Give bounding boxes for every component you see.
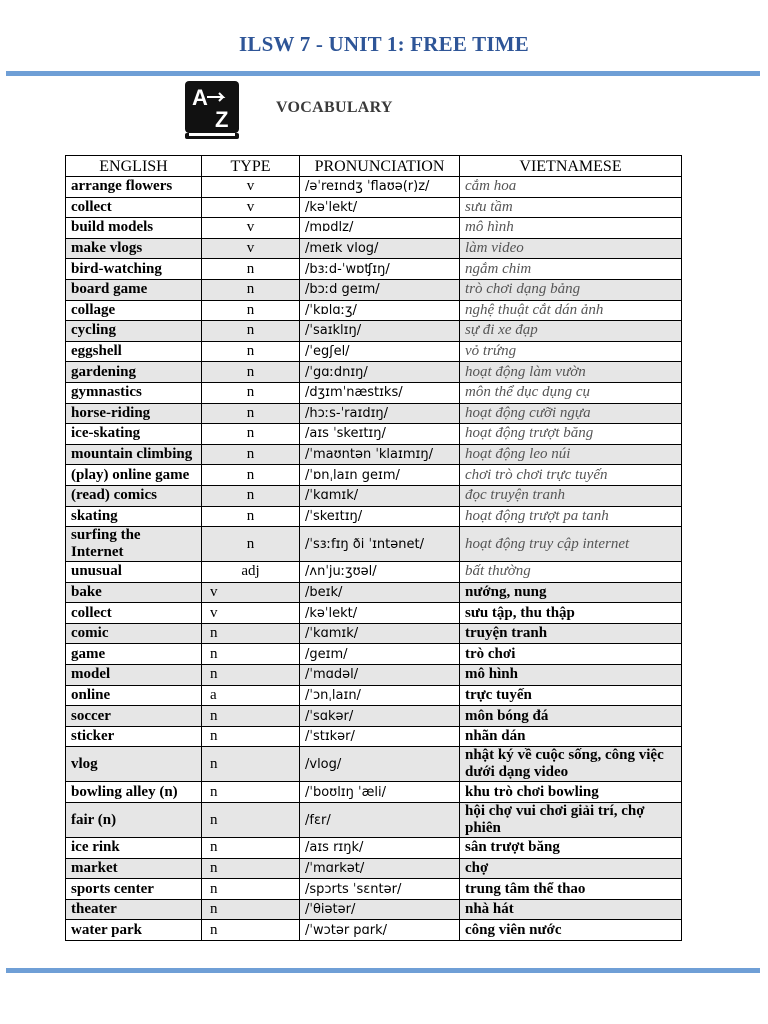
vietnamese-cell: trực tuyến — [460, 685, 682, 706]
column-header-type: TYPE — [202, 156, 300, 177]
type-cell: n — [202, 321, 300, 342]
pronunciation-cell: /bɔːd geɪm/ — [300, 279, 460, 300]
type-cell: v — [202, 582, 300, 603]
table-row — [66, 444, 682, 465]
pronunciation-cell: /ˈsɑkər/ — [300, 706, 460, 727]
english-cell: horse-riding — [66, 403, 202, 424]
table-row — [66, 506, 682, 527]
vietnamese-cell: sự đi xe đạp — [460, 321, 682, 342]
section-heading: VOCABULARY — [276, 99, 393, 116]
pronunciation-cell: /ˈɒnˌlaɪn geɪm/ — [300, 465, 460, 486]
english-cell: collage — [66, 300, 202, 321]
vietnamese-cell: hoạt động trượt pa tanh — [460, 506, 682, 527]
type-cell: n — [202, 403, 300, 424]
english-cell: ice rink — [66, 838, 202, 859]
pronunciation-cell: /beɪk/ — [300, 582, 460, 603]
pronunciation-cell: /ˈsɜːfɪŋ ði ˈɪntənet/ — [300, 527, 460, 562]
vietnamese-cell: nhãn dán — [460, 726, 682, 747]
english-cell: bowling alley (n) — [66, 782, 202, 803]
vietnamese-cell: bất thường — [460, 562, 682, 583]
type-cell: n — [202, 623, 300, 644]
pronunciation-cell: /ˈskeɪtɪŋ/ — [300, 506, 460, 527]
az-book-icon — [183, 79, 243, 141]
pronunciation-cell: /ˈboʊlɪŋ ˈæli/ — [300, 782, 460, 803]
pronunciation-cell: /fɛr/ — [300, 803, 460, 838]
english-cell: cycling — [66, 321, 202, 342]
english-cell: build models — [66, 218, 202, 239]
english-cell: surfing the Internet — [66, 527, 202, 562]
pronunciation-cell: /aɪs rɪŋk/ — [300, 838, 460, 859]
pronunciation-cell: /ˈegʃel/ — [300, 341, 460, 362]
pronunciation-cell: /aɪs ˈskeɪtɪŋ/ — [300, 424, 460, 445]
vietnamese-cell: hoạt động truy cập internet — [460, 527, 682, 562]
vietnamese-cell: hội chợ vui chơi giải trí, chợ phiên — [460, 803, 682, 838]
vietnamese-cell: hoạt động cưỡi ngựa — [460, 403, 682, 424]
english-cell: (play) online game — [66, 465, 202, 486]
table-row — [66, 485, 682, 506]
pronunciation-cell: /geɪm/ — [300, 644, 460, 665]
pronunciation-cell: /əˈreɪndʒ ˈflaʊə(r)z/ — [300, 177, 460, 198]
english-cell: comic — [66, 623, 202, 644]
english-cell: bird-watching — [66, 259, 202, 280]
table-row — [66, 623, 682, 644]
table-row — [66, 644, 682, 665]
pronunciation-cell: /spɔrts ˈsɛntər/ — [300, 879, 460, 900]
type-cell: n — [202, 259, 300, 280]
pronunciation-cell: /ˈkɒlɑːʒ/ — [300, 300, 460, 321]
vocabulary-table — [65, 155, 682, 941]
type-cell: n — [202, 899, 300, 920]
table-row — [66, 726, 682, 747]
pronunciation-cell: /meɪk vlog/ — [300, 238, 460, 259]
table-row — [66, 899, 682, 920]
table-row — [66, 218, 682, 239]
table-row — [66, 382, 682, 403]
type-cell: n — [202, 341, 300, 362]
logo-letter-a: A — [192, 85, 208, 110]
vietnamese-cell: sưu tập, thu thập — [460, 603, 682, 624]
english-cell: board game — [66, 279, 202, 300]
table-row — [66, 782, 682, 803]
vietnamese-cell: sưu tầm — [460, 197, 682, 218]
pronunciation-cell: /dʒɪmˈnæstɪks/ — [300, 382, 460, 403]
vietnamese-cell: môn bóng đá — [460, 706, 682, 727]
top-divider — [6, 71, 760, 76]
table-header-row — [66, 156, 682, 177]
pronunciation-cell: /ʌnˈjuːʒʊəl/ — [300, 562, 460, 583]
table-row — [66, 300, 682, 321]
type-cell: v — [202, 603, 300, 624]
table-row — [66, 803, 682, 838]
type-cell: n — [202, 665, 300, 686]
vietnamese-cell: chơi trò chơi trực tuyến — [460, 465, 682, 486]
english-cell: eggshell — [66, 341, 202, 362]
table-row — [66, 321, 682, 342]
table-row — [66, 403, 682, 424]
page-title: ILSW 7 - UNIT 1: FREE TIME — [239, 32, 529, 56]
vietnamese-cell: hoạt động làm vườn — [460, 362, 682, 383]
table-row — [66, 362, 682, 383]
table-row — [66, 838, 682, 859]
type-cell: n — [202, 747, 300, 782]
english-cell: online — [66, 685, 202, 706]
table-row — [66, 665, 682, 686]
english-cell: gymnastics — [66, 382, 202, 403]
type-cell: n — [202, 485, 300, 506]
english-cell: collect — [66, 603, 202, 624]
table-row — [66, 685, 682, 706]
type-cell: n — [202, 506, 300, 527]
pronunciation-cell: /ˈgɑːdnɪŋ/ — [300, 362, 460, 383]
table-row — [66, 879, 682, 900]
type-cell: n — [202, 444, 300, 465]
pronunciation-cell: /hɔːs-ˈraɪdɪŋ/ — [300, 403, 460, 424]
pronunciation-cell: /ˈmɑdəl/ — [300, 665, 460, 686]
pronunciation-cell: /kəˈlekt/ — [300, 197, 460, 218]
english-cell: collect — [66, 197, 202, 218]
table-row — [66, 527, 682, 562]
pronunciation-cell: /mɒdlz/ — [300, 218, 460, 239]
table-row — [66, 747, 682, 782]
type-cell: v — [202, 177, 300, 198]
vietnamese-cell: trung tâm thể thao — [460, 879, 682, 900]
english-cell: sticker — [66, 726, 202, 747]
column-header-english: ENGLISH — [66, 156, 202, 177]
pronunciation-cell: /ˈθiətər/ — [300, 899, 460, 920]
type-cell: v — [202, 197, 300, 218]
type-cell: n — [202, 879, 300, 900]
english-cell: soccer — [66, 706, 202, 727]
vietnamese-cell: mô hình — [460, 665, 682, 686]
vietnamese-cell: khu trò chơi bowling — [460, 782, 682, 803]
type-cell: v — [202, 238, 300, 259]
type-cell: n — [202, 527, 300, 562]
type-cell: n — [202, 838, 300, 859]
english-cell: water park — [66, 920, 202, 941]
column-header-pronunciation: PRONUNCIATION — [300, 156, 460, 177]
vietnamese-cell: đọc truyện tranh — [460, 485, 682, 506]
table-row — [66, 424, 682, 445]
english-cell: fair (n) — [66, 803, 202, 838]
table-row — [66, 259, 682, 280]
pronunciation-cell: /bɜːd-ˈwɒʧɪŋ/ — [300, 259, 460, 280]
type-cell: n — [202, 726, 300, 747]
vocabulary-table-body — [66, 177, 682, 941]
vietnamese-cell: hoạt động leo núi — [460, 444, 682, 465]
table-row — [66, 706, 682, 727]
vietnamese-cell: làm video — [460, 238, 682, 259]
type-cell: n — [202, 465, 300, 486]
english-cell: theater — [66, 899, 202, 920]
table-row — [66, 279, 682, 300]
table-row — [66, 920, 682, 941]
pronunciation-cell: /ˈkɑmɪk/ — [300, 623, 460, 644]
type-cell: n — [202, 858, 300, 879]
type-cell: n — [202, 362, 300, 383]
type-cell: a — [202, 685, 300, 706]
vietnamese-cell: công viên nước — [460, 920, 682, 941]
vietnamese-cell: môn thể dục dụng cụ — [460, 382, 682, 403]
vietnamese-cell: nhà hát — [460, 899, 682, 920]
english-cell: bake — [66, 582, 202, 603]
table-row — [66, 603, 682, 624]
vietnamese-cell: hoạt động trượt băng — [460, 424, 682, 445]
bottom-divider — [6, 968, 760, 973]
type-cell: n — [202, 279, 300, 300]
pronunciation-cell: /ˈɔnˌlaɪn/ — [300, 685, 460, 706]
vietnamese-cell: nướng, nung — [460, 582, 682, 603]
type-cell: n — [202, 782, 300, 803]
english-cell: sports center — [66, 879, 202, 900]
table-row — [66, 582, 682, 603]
english-cell: ice-skating — [66, 424, 202, 445]
type-cell: n — [202, 382, 300, 403]
vietnamese-cell: trò chơi — [460, 644, 682, 665]
type-cell: n — [202, 644, 300, 665]
vietnamese-cell: ngắm chim — [460, 259, 682, 280]
vietnamese-cell: vỏ trứng — [460, 341, 682, 362]
type-cell: n — [202, 803, 300, 838]
pronunciation-cell: /kəˈlekt/ — [300, 603, 460, 624]
table-row — [66, 177, 682, 198]
vietnamese-cell: trò chơi dạng bảng — [460, 279, 682, 300]
vietnamese-cell: mô hình — [460, 218, 682, 239]
pronunciation-cell: /ˈstɪkər/ — [300, 726, 460, 747]
vietnamese-cell: truyện tranh — [460, 623, 682, 644]
vietnamese-cell: nghệ thuật cắt dán ảnh — [460, 300, 682, 321]
column-header-vietnamese: VIETNAMESE — [460, 156, 682, 177]
pronunciation-cell: /ˈwɔtər pɑrk/ — [300, 920, 460, 941]
table-row — [66, 197, 682, 218]
table-row — [66, 238, 682, 259]
english-cell: arrange flowers — [66, 177, 202, 198]
english-cell: skating — [66, 506, 202, 527]
table-row — [66, 562, 682, 583]
pronunciation-cell: /ˈmɑrkət/ — [300, 858, 460, 879]
vietnamese-cell: nhật ký về cuộc sống, công việc dưới dạng video — [460, 747, 682, 782]
type-cell: n — [202, 300, 300, 321]
type-cell: adj — [202, 562, 300, 583]
vietnamese-cell: chợ — [460, 858, 682, 879]
english-cell: unusual — [66, 562, 202, 583]
vietnamese-cell: cắm hoa — [460, 177, 682, 198]
english-cell: gardening — [66, 362, 202, 383]
vietnamese-cell: sân trượt băng — [460, 838, 682, 859]
table-row — [66, 465, 682, 486]
type-cell: n — [202, 424, 300, 445]
english-cell: mountain climbing — [66, 444, 202, 465]
type-cell: n — [202, 706, 300, 727]
type-cell: v — [202, 218, 300, 239]
english-cell: model — [66, 665, 202, 686]
logo-letter-z: Z — [215, 107, 229, 132]
english-cell: market — [66, 858, 202, 879]
english-cell: (read) comics — [66, 485, 202, 506]
type-cell: n — [202, 920, 300, 941]
pronunciation-cell: /ˈkɑmɪk/ — [300, 485, 460, 506]
english-cell: vlog — [66, 747, 202, 782]
pronunciation-cell: /ˈmaʊntən ˈklaɪmɪŋ/ — [300, 444, 460, 465]
table-row — [66, 341, 682, 362]
english-cell: make vlogs — [66, 238, 202, 259]
english-cell: game — [66, 644, 202, 665]
table-row — [66, 858, 682, 879]
pronunciation-cell: /ˈsaɪklɪŋ/ — [300, 321, 460, 342]
pronunciation-cell: /vlog/ — [300, 747, 460, 782]
